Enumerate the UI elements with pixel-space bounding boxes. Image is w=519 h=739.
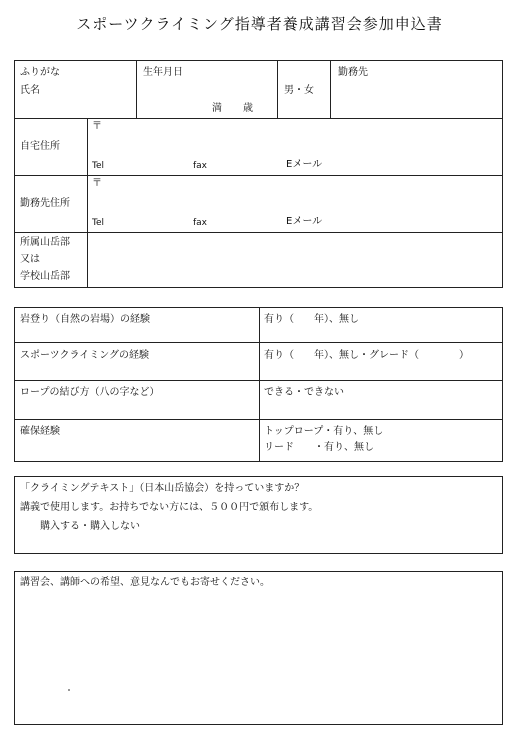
work-email-label: Eメール: [286, 216, 323, 227]
birth-date-label: 生年月日: [143, 67, 183, 78]
gender-options[interactable]: 男・女: [284, 85, 314, 96]
home-fax-field[interactable]: [211, 158, 283, 172]
work-address-field[interactable]: [104, 178, 500, 212]
home-address-field[interactable]: [104, 121, 500, 155]
club-field[interactable]: [90, 235, 500, 285]
name-field[interactable]: [40, 63, 134, 115]
name-label: 氏名: [20, 85, 40, 96]
work-address-label: 勤務先住所: [20, 198, 70, 209]
work-email-field[interactable]: [332, 215, 500, 229]
experience-col-divider: [259, 307, 260, 462]
home-postal-mark: 〒: [92, 121, 102, 132]
sport-climbing-question: スポーツクライミングの経験: [20, 350, 149, 361]
club-label-line3: 学校山岳部: [20, 271, 70, 282]
sport-climbing-answer[interactable]: 有り（ 年）、無し・グレード（ ）: [264, 350, 469, 361]
birth-date-field[interactable]: [140, 80, 274, 100]
climbing-experience-question: 岩登り（自然の岩場）の経験: [20, 314, 150, 325]
home-address-label: 自宅住所: [20, 141, 60, 152]
age-field[interactable]: [224, 101, 240, 115]
age-prefix: 満: [212, 103, 222, 114]
col-divider: [277, 60, 278, 118]
work-fax-field[interactable]: [211, 215, 283, 229]
home-email-field[interactable]: [332, 158, 500, 172]
home-fax-label: fax: [193, 161, 208, 171]
textbook-purchase-options[interactable]: 購入する・購入しない: [40, 521, 140, 532]
club-label-line2: 又は: [20, 254, 40, 265]
belay-experience-question: 確保経験: [20, 426, 60, 437]
work-postal-mark: 〒: [92, 178, 102, 189]
rope-knot-question: ロープの結び方（八の字など）: [20, 387, 160, 398]
age-suffix: 歳: [243, 103, 253, 114]
comments-field[interactable]: [18, 592, 498, 720]
col-divider: [330, 60, 331, 118]
furigana-label: ふりがな: [20, 67, 60, 78]
page-title: スポーツクライミング指導者養成講習会参加申込書: [76, 15, 443, 33]
col-divider: [136, 60, 137, 118]
belay-lead-answer[interactable]: リード ・有り、無し: [264, 442, 374, 453]
home-email-label: Eメール: [286, 159, 323, 170]
belay-toprope-answer[interactable]: トップロープ・有り、無し: [264, 426, 384, 437]
textbook-question: 「クライミングテキスト」（日本山岳協会）を持っていますか？: [20, 483, 305, 494]
climbing-experience-answer[interactable]: 有り（ 年）、無し: [264, 314, 359, 325]
row-divider: [14, 342, 503, 343]
work-tel-label: Tel: [92, 218, 105, 228]
row-divider: [14, 419, 503, 420]
home-tel-label: Tel: [92, 161, 105, 171]
comments-prompt: 講習会、講師への希望、意見なんでもお寄せください。: [20, 577, 270, 588]
row-divider: [14, 380, 503, 381]
home-tel-field[interactable]: [108, 158, 190, 172]
workplace-label: 勤務先: [338, 67, 368, 78]
rope-knot-answer[interactable]: できる・できない: [264, 387, 344, 398]
club-label-line1: 所属山岳部: [20, 237, 70, 248]
textbook-note: 講義で使用します。お持ちでない方には、５００円で頒布します。: [20, 502, 319, 513]
work-fax-label: fax: [193, 218, 208, 228]
work-tel-field[interactable]: [108, 215, 190, 229]
col-divider: [87, 118, 88, 288]
scan-speck: [68, 689, 70, 691]
workplace-field[interactable]: [336, 80, 500, 115]
